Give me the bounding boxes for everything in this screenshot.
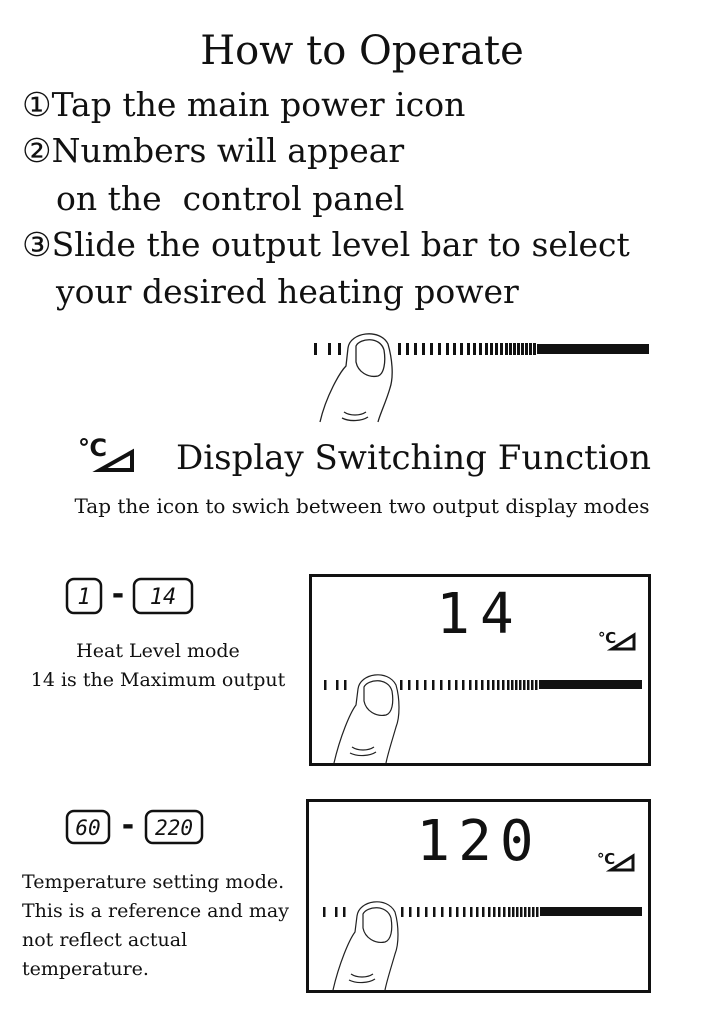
step-3-continued	[56, 269, 519, 315]
heat-unit-icon[interactable]	[598, 629, 634, 649]
heat-level-display-panel	[309, 574, 651, 766]
step-2-continued	[56, 176, 404, 222]
step-3-marker: ③	[22, 225, 52, 264]
temperature-display	[309, 802, 648, 990]
temp-range-min: 60	[75, 816, 101, 840]
step-3	[22, 222, 630, 268]
heat-level-value: 14	[436, 582, 524, 647]
heat-range-min: 1	[77, 585, 91, 610]
temperature-display-panel	[306, 799, 651, 993]
step-2-cont-text: on the control panel	[56, 179, 405, 218]
temp-mode-line-1: Temperature setting mode.	[22, 871, 285, 893]
heat-level-display	[312, 577, 648, 763]
heat-range-dash: -	[111, 577, 125, 612]
step-1-text: Tap the main power icon	[51, 85, 466, 124]
temp-mode-line-2: This is a reference and may	[22, 900, 289, 922]
heat-range-max: 14	[149, 585, 177, 610]
temp-mode-line-3: not reflect actual	[22, 929, 188, 951]
temperature-range-badges	[66, 810, 206, 850]
finger-icon	[333, 902, 398, 990]
heat-unit-glyph: ℃	[598, 629, 617, 647]
heat-level-range	[66, 577, 177, 616]
temperature-mode-icon[interactable]	[78, 432, 136, 478]
step-3-cont-text: your desired heating power	[56, 272, 519, 311]
temp-unit-icon[interactable]	[597, 850, 633, 870]
step-1	[22, 82, 465, 128]
heat-level-mode-desc: 14 is the Maximum output	[30, 669, 286, 691]
celsius-glyph: ℃	[78, 434, 108, 462]
temp-range-dash: -	[121, 808, 135, 843]
temp-range-max: 220	[155, 816, 193, 840]
temp-mode-line-4: temperature.	[22, 958, 149, 980]
step-1-marker: ①	[22, 85, 52, 124]
temp-unit-glyph: ℃	[597, 850, 616, 868]
finger-icon	[334, 675, 399, 763]
step-2-text: Numbers will appear	[51, 131, 405, 170]
step-2	[22, 128, 404, 174]
output-level-slider[interactable]	[308, 326, 658, 422]
heat-level-mode-label: Heat Level mode	[76, 640, 240, 662]
display-switching-subtitle: Tap the icon to swich between two output display modes	[74, 494, 650, 518]
display-switching-title: Display Switching Function	[176, 438, 652, 478]
temperature-value: 120	[416, 809, 542, 874]
heat-level-range-badges	[66, 578, 196, 618]
step-3-text: Slide the output level bar to select	[51, 225, 630, 264]
page-title: How to Operate	[200, 28, 524, 74]
step-2-marker: ②	[22, 131, 52, 170]
